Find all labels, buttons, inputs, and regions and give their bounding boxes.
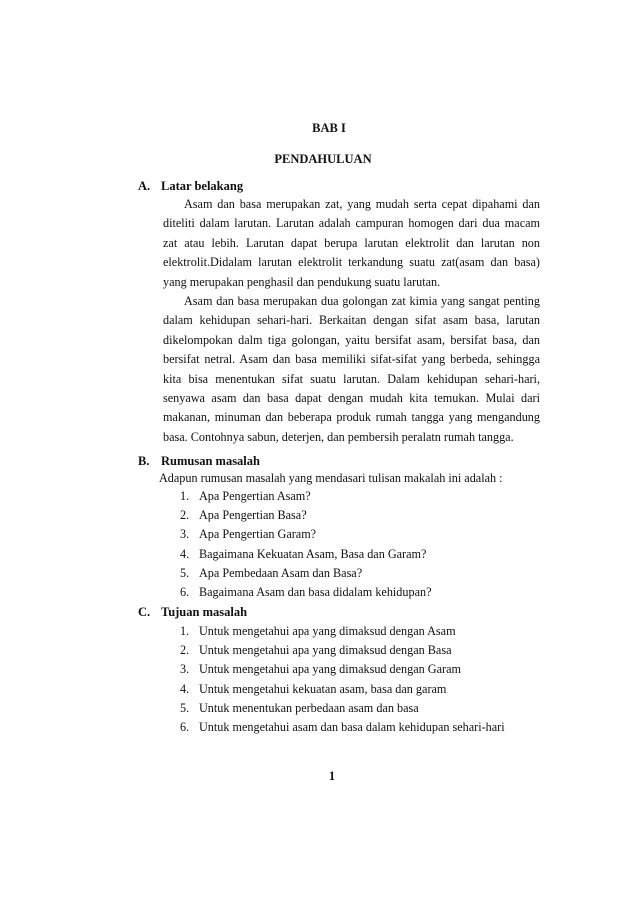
list-text: Untuk mengetahui asam dan basa dalam kehidupan sehari-hari (199, 719, 505, 734)
section-c-heading (138, 605, 247, 620)
list-text: Untuk menentukan perbedaan asam dan basa (199, 700, 419, 715)
section-c-title: Tujuan masalah (161, 605, 248, 619)
section-b-title: Rumusan masalah (161, 454, 260, 468)
list-item (180, 699, 505, 718)
chapter-title: PENDAHULUAN (274, 152, 372, 166)
section-b-list (180, 487, 432, 602)
list-text: Untuk mengetahui kekuatan asam, basa dan garam (199, 681, 447, 696)
paragraph-text: Asam dan basa merupakan zat, yang mudah serta cepat dipahami dan diteliti dalam larutan. Larutan adalah campuran homogen dari dua macam zat atau lebih. Larutan dapat berupa larutan elektrolit dan larutan non elektrolit.Didalam larutan elektrolit terkandung suatu zat(asam dan basa) yang merupakan penghasil dan pendukung suatu larutan. (163, 197, 540, 289)
list-text: Bagaimana Kekuatan Asam, Basa dan Garam? (199, 546, 427, 561)
section-a-heading (138, 179, 243, 194)
paragraph-text: Asam dan basa merupakan dua golongan zat kimia yang sangat penting dalam kehidupan sehari-hari. Berkaitan dengan sifat asam basa, larutan dikelompokan dalm tiga golongan, yaitu bersifat asam, bersifat basa, dan bersifat netral. Asam dan basa memiliki sifat-sifat yang berbeda, sehingga kita bisa menentukan sifat suatu larutan. Dalam kehidupan sehari-hari, senyawa asam dan basa dapat dengan mudah kita temukan. Mulai dari makanan, minuman dan beberapa produk rumah tangga yang mengandung basa. Contohnya sabun, deterjen, dan pembersih peralatn rumah tangga. (163, 294, 540, 444)
section-a-title: Latar belakang (161, 179, 244, 193)
list-text: Bagaimana Asam dan basa didalam kehidupan? (199, 584, 432, 599)
section-a-paragraph-2 (163, 292, 540, 447)
list-number: 4. (180, 681, 190, 696)
list-text: Untuk mengetahui apa yang dimaksud dengan Garam (199, 662, 461, 677)
list-number: 6. (180, 584, 190, 599)
section-a-paragraph-1 (163, 195, 540, 292)
list-number: 3. (180, 527, 190, 542)
list-text: Apa Pengertian Basa? (199, 508, 307, 523)
list-number: 5. (180, 700, 190, 715)
list-number: 4. (180, 546, 190, 561)
list-item (180, 680, 505, 699)
list-number: 2. (180, 508, 190, 523)
list-number: 3. (180, 662, 190, 677)
list-item (180, 641, 505, 660)
list-number: 2. (180, 643, 190, 658)
list-number: 6. (180, 719, 190, 734)
list-item (180, 622, 505, 641)
list-item (180, 525, 432, 544)
list-item (180, 583, 432, 602)
list-item (180, 545, 432, 564)
list-number: 5. (180, 565, 190, 580)
section-b-intro: Adapun rumusan masalah yang mendasari tulisan makalah ini adalah : (159, 471, 503, 485)
list-text: Apa Pengertian Asam? (199, 489, 311, 503)
list-number: 1. (180, 489, 190, 503)
list-number: 1. (180, 624, 190, 638)
list-item (180, 487, 432, 506)
section-b-heading (138, 454, 260, 469)
list-text: Apa Pengertian Garam? (199, 527, 317, 542)
section-b-letter: B. (138, 454, 150, 468)
section-c-list (180, 622, 505, 737)
chapter-heading: BAB I (312, 121, 346, 135)
section-a-letter: A. (138, 179, 151, 193)
list-text: Untuk mengetahui apa yang dimaksud dengan Asam (199, 624, 456, 638)
list-item (180, 718, 505, 737)
list-item (180, 506, 432, 525)
list-text: Untuk mengetahui apa yang dimaksud dengan Basa (199, 643, 452, 658)
page-number: 1 (328, 769, 336, 783)
section-c-letter: C. (138, 605, 151, 619)
list-text: Apa Pembedaan Asam dan Basa? (199, 565, 363, 580)
list-item (180, 564, 432, 583)
list-item (180, 660, 505, 679)
